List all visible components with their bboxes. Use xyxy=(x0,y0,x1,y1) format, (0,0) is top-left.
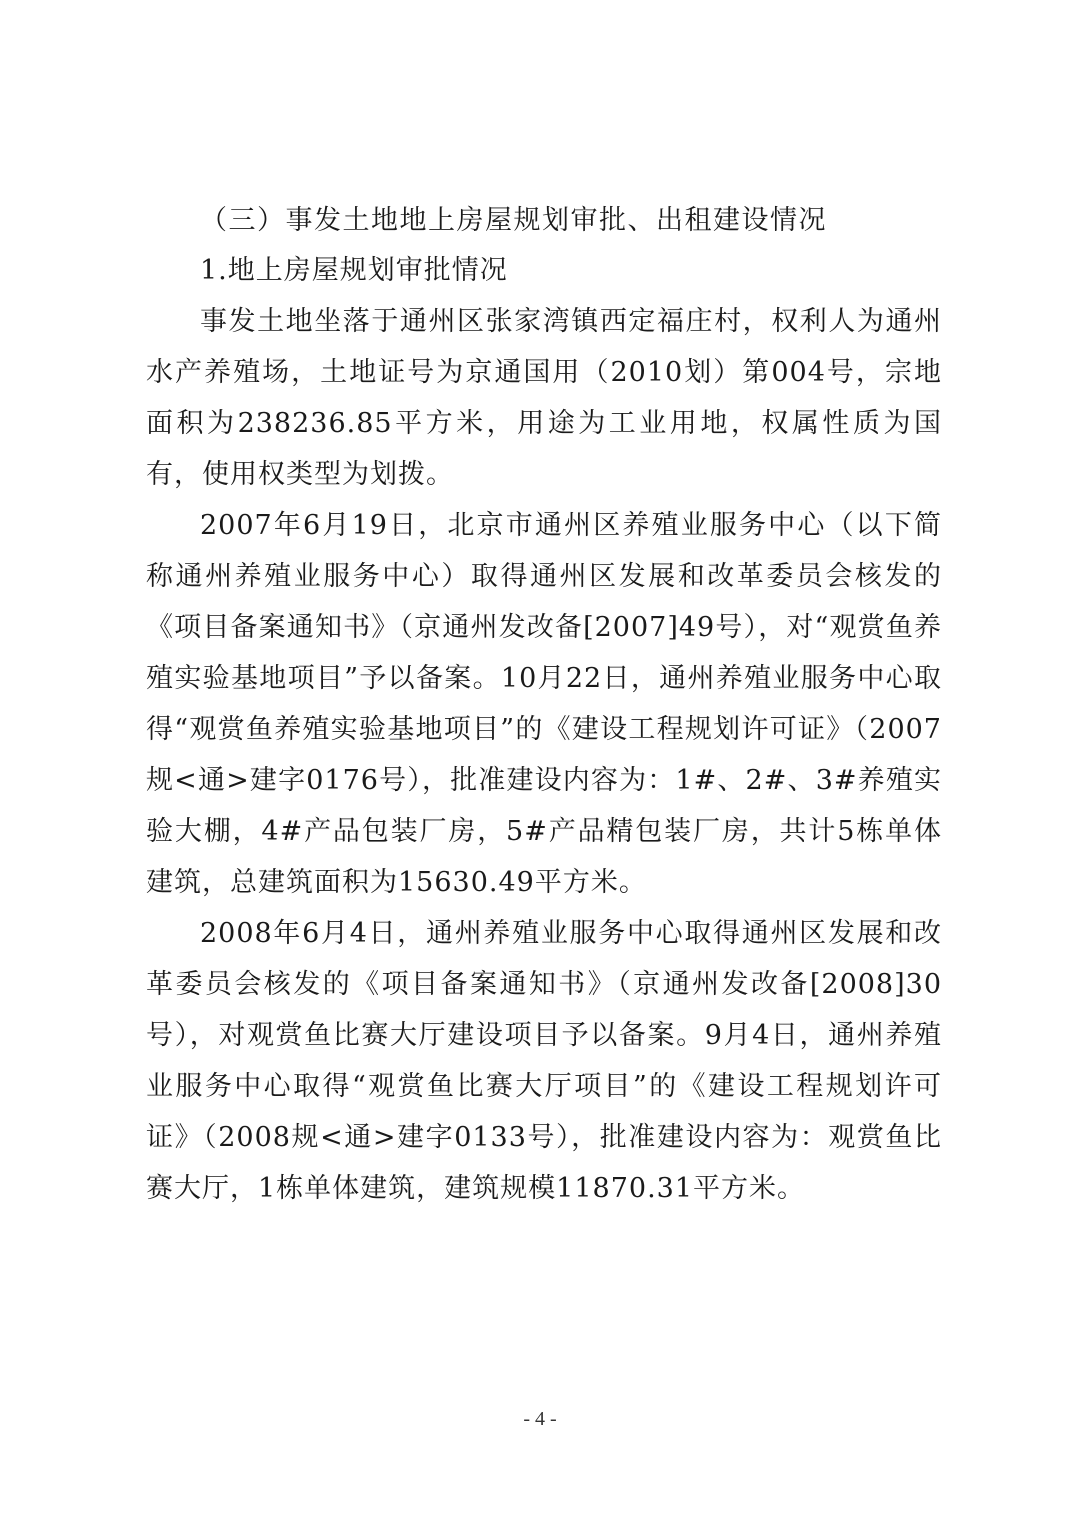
paragraph-2007-approval: 2007年6月19日，北京市通州区养殖业服务中心（以下简称通州养殖业服务中心）取得通州区发展和改革委员会核发的《项目备案通知书》（京通州发改备[2007]49号），对“观赏鱼养殖实验基地项目”予以备案。10月22日，通州养殖业服务中心取得“观赏鱼养殖实验基地项目”的《建设工程规划许可证》（2007规<通>建字0176号），批准建设内容为：1#、2#、3#养殖实验大棚，4#产品包装厂房，5#产品精包装厂房，共计5栋单体建筑，总建筑面积为15630.49平方米。 xyxy=(146,510,942,898)
sub-heading: 1.地上房屋规划审批情况 xyxy=(200,255,508,286)
document-body xyxy=(146,196,942,1214)
paragraph-2008-approval: 2008年6月4日，通州养殖业服务中心取得通州区发展和改革委员会核发的《项目备案通知书》（京通州发改备[2008]30号），对观赏鱼比赛大厅建设项目予以备案。9月4日，通州养殖业服务中心取得“观赏鱼比赛大厅项目”的《建设工程规划许可证》（2008规<通>建字0133号），批准建设内容为：观赏鱼比赛大厅，1栋单体建筑，建筑规模11870.31平方米。 xyxy=(146,918,942,1204)
page-number: - 4 - xyxy=(523,1408,557,1430)
section-heading: （三）事发土地地上房屋规划审批、出租建设情况 xyxy=(200,205,827,236)
paragraph-land-info: 事发土地坐落于通州区张家湾镇西定福庄村，权利人为通州水产养殖场，土地证号为京通国用（2010划）第004号，宗地面积为238236.85平方米，用途为工业用地，权属性质为国有，使用权类型为划拨。 xyxy=(146,306,942,490)
